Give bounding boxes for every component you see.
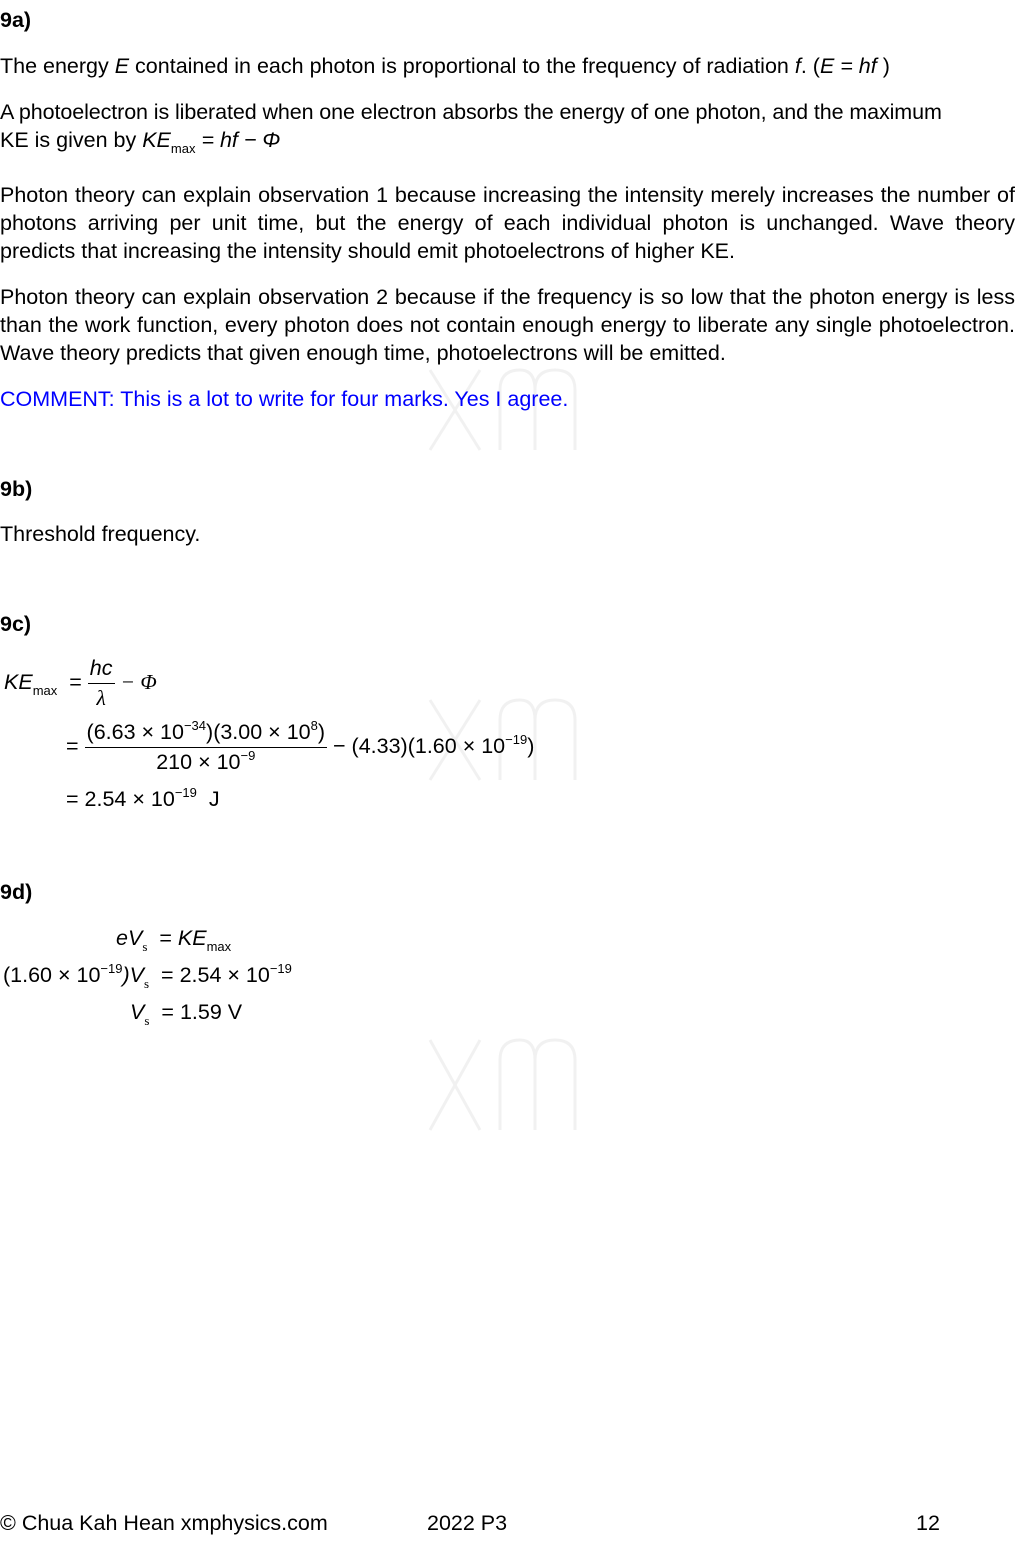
subscript-max: max — [32, 683, 58, 699]
answer-9b: Threshold frequency. — [0, 522, 201, 546]
minus-phi: − Φ — [120, 670, 157, 695]
footer-paper: 2022 P3 — [427, 1511, 508, 1535]
denominator: λ — [96, 686, 106, 710]
symbol-eV: eV — [116, 926, 143, 950]
paragraph-photon-energy — [0, 52, 1015, 80]
watermark-logo — [420, 1030, 590, 1140]
exponent: −19 — [269, 961, 292, 976]
text: ) — [527, 734, 535, 759]
paragraph-photoelectron — [0, 98, 1015, 157]
subscript-s: s — [143, 976, 150, 991]
unit: J — [202, 787, 220, 811]
symbol-f: f — [794, 54, 801, 78]
exponent: 8 — [310, 718, 318, 733]
paragraph-observation-2: Photon theory can explain observation 2 because if the frequency is so low that the photon energy is less than the work function, every photon does not contain enough energy to liberate any single photoelectron. Wave theory predicts that given enough time, photoelectrons will be emitted. — [0, 285, 1015, 365]
exponent: −19 — [174, 785, 197, 800]
symbol-KE: KE — [4, 670, 33, 695]
text: ) — [317, 720, 326, 744]
text-line — [0, 126, 1015, 157]
text-line: A photoelectron is liberated when one electron absorbs the energy of one photon, and the maximum — [0, 100, 942, 124]
exponent: −19 — [505, 732, 528, 748]
fraction-hc-over-lambda — [88, 656, 115, 711]
fraction-substitution — [85, 720, 327, 775]
equals-sign: = — [159, 926, 172, 950]
denominator — [85, 748, 327, 775]
comment-text: COMMENT: This is a lot to write for four marks. Yes I agree. — [0, 387, 569, 411]
equals-sign: = — [161, 963, 174, 987]
symbol-E: E — [114, 54, 130, 78]
footer-page-number: 12 — [916, 1511, 940, 1535]
text: 2.54 × 10 — [84, 787, 175, 811]
subscript-max: max — [170, 141, 196, 156]
footer-copyright: © Chua Kah Hean xmphysics.com — [0, 1511, 328, 1535]
text: )(3.00 × 10 — [206, 720, 311, 744]
section-heading-9c: 9c) — [0, 612, 32, 636]
section-heading-9a: 9a) — [0, 8, 32, 32]
text: KE is given by — [0, 128, 143, 152]
text: . ( — [800, 54, 820, 78]
text: − (4.33)(1.60 × 10 — [333, 734, 506, 759]
symbol-KE: KE — [142, 128, 171, 152]
section-heading-9d: 9d) — [0, 880, 33, 904]
subscript-max: max — [206, 939, 232, 954]
equation-9d-result — [130, 1000, 243, 1028]
numerator: hc — [88, 656, 115, 684]
exponent: −34 — [183, 718, 207, 733]
text: (6.63 × 10 — [86, 720, 184, 744]
text: 2.54 × 10 — [179, 963, 270, 987]
text: contained in each photon is proportional to the frequency of radiation — [129, 54, 795, 78]
subscript-s: s — [142, 939, 148, 954]
equation-9d-line1 — [116, 926, 232, 954]
symbol-V: V — [130, 1000, 145, 1024]
text: 210 × 10 — [156, 750, 241, 774]
exponent: −19 — [100, 961, 123, 976]
equation-rhs: = hf − Φ — [195, 128, 281, 152]
result-value: 1.59 V — [179, 1000, 243, 1024]
numerator — [85, 720, 327, 748]
symbol-KE: KE — [177, 926, 207, 950]
text: The energy — [0, 54, 115, 78]
equals-sign: = — [69, 670, 82, 695]
exponent: −9 — [240, 748, 256, 763]
equation-9c-line1 — [4, 656, 157, 711]
paragraph-observation-1: Photon theory can explain observation 1 because increasing the intensity merely increases the number of photons arriving per unit time, but the energy of each individual photon is unchanged. Wave theory predicts that increasing the intensity should emit photoelectrons of higher KE. — [0, 183, 1015, 263]
text: (1.60 × 10 — [3, 963, 101, 987]
equation-E-hf: E = hf — [819, 54, 877, 78]
equation-9c-result — [66, 787, 220, 812]
text: )V — [122, 963, 144, 987]
text: ) — [876, 54, 890, 78]
subscript-s: s — [144, 1013, 150, 1028]
equals-sign: = — [161, 1000, 174, 1024]
equals-sign: = — [66, 787, 79, 811]
equals-sign: = — [66, 734, 79, 759]
equation-9c-line2 — [66, 720, 534, 775]
equation-9d-line2 — [3, 961, 292, 991]
section-heading-9b: 9b) — [0, 477, 33, 501]
